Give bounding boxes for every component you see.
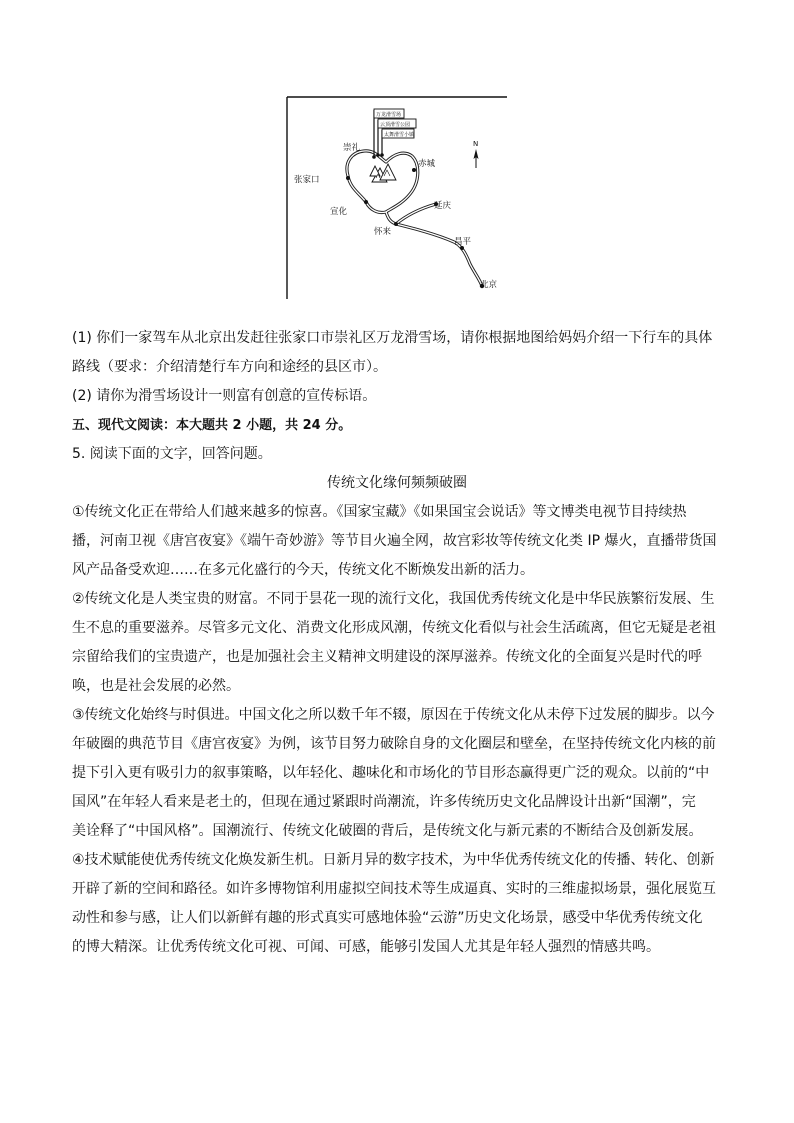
paragraph-4 bbox=[72, 846, 722, 962]
paragraph-1-line: ①传统文化正在带给人们越来越多的惊喜。《国家宝藏》《如果国宝会说话》等文博类电视节目持续热 bbox=[72, 504, 687, 520]
paragraph-3 bbox=[72, 701, 722, 846]
resort-marker-1 bbox=[372, 155, 376, 159]
question-5-prompt: 5. 阅读下面的文字，回答问题。 bbox=[72, 446, 272, 462]
resort-marker-3 bbox=[380, 153, 384, 157]
paragraph-4-line: 的博大精深。让优秀传统文化可视、可闻、可感，能够引发国人尤其是年轻人强烈的情感共鸣。 bbox=[72, 939, 660, 955]
question-1-line-2: 路线（要求：介绍清楚行车方向和途经的县区市）。 bbox=[72, 359, 387, 375]
place-chicheng: 赤城 bbox=[418, 159, 436, 169]
north-label: N bbox=[473, 140, 479, 148]
question-2: (2) 请你为滑雪场设计一则富有创意的宣传标语。 bbox=[72, 388, 377, 404]
paragraph-3-line: 国风”在年轻人看来是老土的，但现在通过紧跟时尚潮流，许多传统历史文化品牌设计出新“国潮”，完 bbox=[72, 794, 696, 810]
paragraph-2-line: ②传统文化是人类宝贵的财富。不同于昙花一现的流行文化，我国优秀传统文化是中华民族繁衍发展、生 bbox=[72, 591, 715, 607]
paragraph-3-line: 美诠释了“中国风格”。国潮流行、传统文化破圈的背后，是传统文化与新元素的不断结合及创新发展。 bbox=[72, 823, 703, 839]
article-title: 传统文化缘何频频破圈 bbox=[327, 475, 467, 491]
north-arrow-icon bbox=[473, 140, 479, 168]
paragraph-4-line: 动性和参与感，让人们以新鲜有趣的形式真实可感地体验“云游”历史文化场景，感受中华优秀传统文化 bbox=[72, 910, 703, 926]
paragraph-4-line: ④技术赋能使优秀传统文化焕发新生机。日新月异的数字技术，为中华优秀传统文化的传播、转化、创新 bbox=[72, 852, 715, 868]
sign-taiwu: 太舞滑雪小镇 bbox=[384, 132, 415, 138]
paragraph-3-line: ③传统文化始终与时俱进。中国文化之所以数千年不辍，原因在于传统文化从未停下过发展的脚步。以今 bbox=[72, 707, 715, 723]
paragraph-1-line: 风产品备受欢迎……在多元化盛行的今天，传统文化不断焕发出新的活力。 bbox=[72, 562, 534, 578]
city-dot-xuanhua bbox=[364, 200, 368, 204]
paragraph-3-line: 年破圈的典范节目《唐宫夜宴》为例，该节目努力破除自身的文化圈层和壁垒，在坚持传统文化内核的前 bbox=[72, 736, 716, 752]
ski-resort-signs bbox=[372, 109, 416, 159]
place-beijing: 北京 bbox=[480, 280, 498, 290]
place-chongli: 崇礼 bbox=[343, 143, 361, 153]
question-1-line-1: (1) 你们一家驾车从北京出发赶往张家口市崇礼区万龙滑雪场，请你根据地图给妈妈介绍一下行车的具体 bbox=[72, 330, 713, 346]
sign-yunding: 云顶滑雪公园 bbox=[380, 122, 411, 128]
place-zhangjiakou: 张家口 bbox=[294, 175, 320, 185]
paragraph-2-line: 宗留给我们的宝贵遗产，也是加强社会主义精神文明建设的深厚滋养。传统文化的全面复兴是时代的呼 bbox=[72, 649, 702, 665]
place-yanqing: 延庆 bbox=[434, 201, 452, 211]
city-dot-zhangjiakou bbox=[346, 176, 350, 180]
sign-wanlong: 万龙滑雪场 bbox=[376, 112, 402, 118]
paragraph-2 bbox=[72, 585, 722, 701]
place-xuanhua: 宣化 bbox=[330, 207, 348, 217]
paragraph-4-line: 开辟了新的空间和路径。如许多博物馆利用虚拟空间技术等生成逼真、实时的三维虚拟场景，强化展览互 bbox=[72, 881, 716, 897]
place-changping: 昌平 bbox=[454, 237, 472, 247]
resort-marker-2 bbox=[376, 153, 380, 157]
mountain-icon bbox=[370, 164, 396, 182]
paragraph-2-line: 唤，也是社会发展的必然。 bbox=[72, 678, 240, 694]
document-body bbox=[72, 324, 722, 962]
section-5-heading: 五、现代文阅读：本大题共 2 小题，共 24 分。 bbox=[72, 418, 352, 433]
city-dot-chicheng bbox=[412, 168, 416, 172]
route-map-svg bbox=[286, 96, 510, 300]
paragraph-1-line: 播，河南卫视《唐宫夜宴》《端午奇妙游》等节目火遍全网，故宫彩妆等传统文化类 IP 爆火，直播带货国 bbox=[72, 533, 717, 549]
paragraph-2-line: 生不息的重要滋养。尽管多元文化、消费文化形成风潮，传统文化看似与社会生活疏离，但它无疑是老祖 bbox=[72, 620, 716, 636]
route-map bbox=[286, 96, 510, 300]
paragraph-3-line: 提下引入更有吸引力的叙事策略，以年轻化、趣味化和市场化的节目形态赢得更广泛的观众。以前的“中 bbox=[72, 765, 710, 781]
city-dot-huailai bbox=[394, 222, 398, 226]
paragraph-1 bbox=[72, 498, 722, 585]
place-huailai: 怀来 bbox=[374, 227, 392, 237]
